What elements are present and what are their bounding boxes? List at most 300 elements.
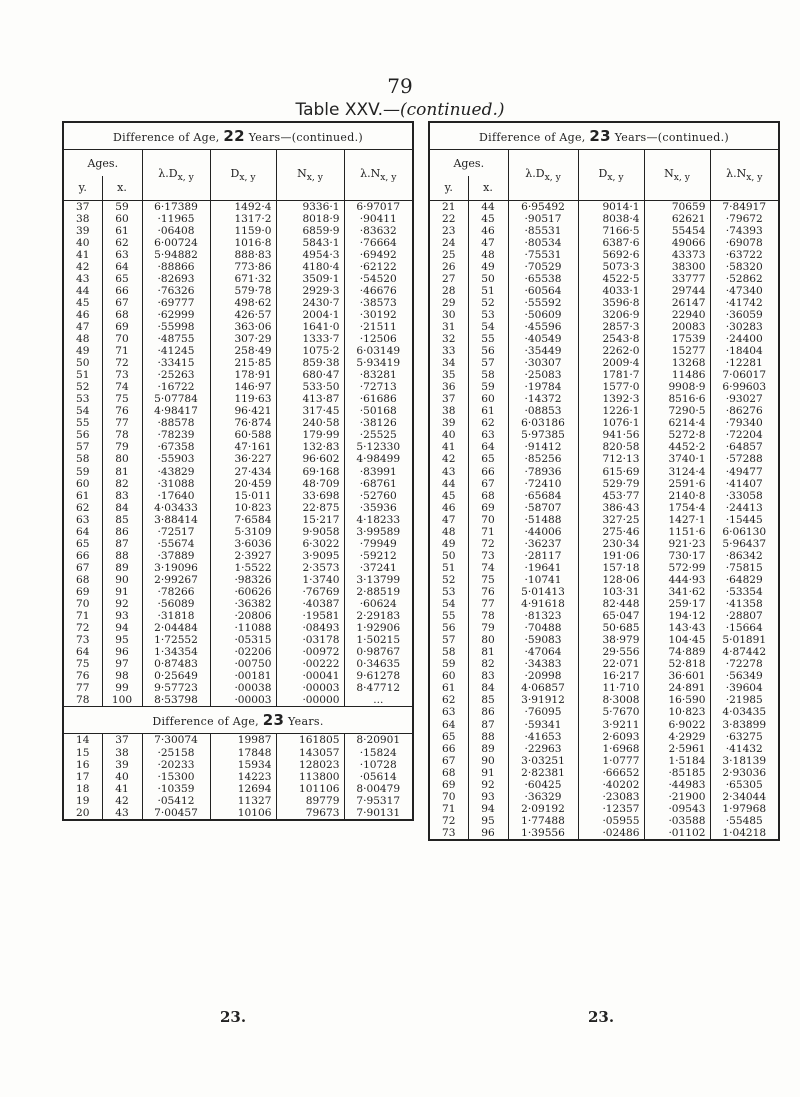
left-footer: 23.	[220, 1008, 247, 1026]
table-cell: ·66652	[578, 767, 644, 779]
table-cell: ·21511	[344, 321, 412, 333]
table-cell: ·00000	[276, 694, 344, 706]
table-row	[64, 200, 412, 213]
table-cell: ·25263	[142, 369, 210, 381]
table-cell: ·05614	[344, 771, 412, 783]
table-cell: 69	[102, 321, 142, 333]
table-cell: 79	[468, 622, 508, 634]
table-cell: ·01102	[644, 827, 710, 839]
table-row	[430, 466, 778, 478]
right-header-prefix: Difference of Age,	[479, 131, 586, 144]
table-row	[430, 694, 778, 706]
table-cell: 11·710	[578, 682, 644, 694]
table-cell: 38	[102, 747, 142, 759]
table-cell: 36·227	[210, 453, 276, 465]
table-row	[64, 514, 412, 526]
table-cell: ·44983	[644, 779, 710, 791]
table-cell: 1·5184	[644, 755, 710, 767]
table-cell: ·03178	[276, 634, 344, 646]
table-cell: 8·47712	[344, 682, 412, 694]
table-cell: 42	[442, 453, 456, 466]
table-cell: 0·25649	[142, 670, 210, 682]
table-cell: 60	[76, 477, 90, 490]
table-cell: ·14372	[508, 393, 578, 405]
table-cell: ·20998	[508, 670, 578, 682]
table-cell: 5·7670	[578, 706, 644, 718]
table-cell: ·55998	[142, 321, 210, 333]
table-cell: 45	[468, 213, 508, 225]
table-cell: 8018·9	[276, 213, 344, 225]
table-cell: ·78936	[508, 466, 578, 478]
right-table-header	[430, 123, 778, 150]
table-row	[430, 610, 778, 622]
table-cell: 87	[102, 538, 142, 550]
table-cell: ·02206	[210, 646, 276, 658]
table-cell: 0·98767	[344, 646, 412, 658]
table-cell: 64	[76, 646, 90, 659]
table-cell: 94	[102, 622, 142, 634]
table-cell: 103·31	[578, 586, 644, 598]
table-cell: ·86342	[710, 550, 778, 562]
table-cell: ·40387	[276, 598, 344, 610]
table-cell: ·11088	[210, 622, 276, 634]
table-cell: 24·891	[644, 682, 710, 694]
table-cell: 75	[76, 658, 90, 671]
table-row	[430, 574, 778, 586]
table-cell: 36·601	[644, 670, 710, 682]
table-cell: 48·709	[276, 478, 344, 490]
table-cell: 79	[102, 441, 142, 453]
table-cell: 70	[76, 598, 90, 611]
table-cell: 7·90131	[344, 807, 412, 819]
table-cell: ·79672	[710, 213, 778, 225]
table-row	[64, 309, 412, 321]
right-col-c4: $\lambda.N_{x, y}$	[710, 150, 778, 200]
table-row	[64, 538, 412, 550]
table-cell: 78	[102, 429, 142, 441]
table-cell: ·12506	[344, 333, 412, 345]
table-cell: 8·00479	[344, 783, 412, 795]
table-cell: 55454	[644, 225, 710, 237]
table-cell: 45	[76, 296, 90, 309]
table-cell: 96·602	[276, 453, 344, 465]
table-cell: 78	[468, 610, 508, 622]
table-cell: ·52760	[344, 490, 412, 502]
table-cell: ·62999	[142, 309, 210, 321]
table-cell: 69	[442, 778, 456, 791]
table-cell: 67	[76, 561, 90, 574]
table-cell: 26	[442, 260, 456, 273]
table-row	[64, 634, 412, 646]
table-cell: 27·434	[210, 466, 276, 478]
table-cell: 7290·5	[644, 405, 710, 417]
table-cell: 73	[442, 826, 456, 839]
table-row	[64, 478, 412, 490]
table-cell: 35	[442, 369, 456, 382]
table-cell: 99	[102, 682, 142, 694]
table-cell: 52	[76, 381, 90, 394]
table-cell: 33	[442, 345, 456, 358]
table-cell: 9·57723	[142, 682, 210, 694]
table-cell: 9336·1	[276, 200, 344, 213]
table-row	[64, 393, 412, 405]
table-cell: 3·9095	[276, 550, 344, 562]
table-cell: ·05955	[578, 815, 644, 827]
table-cell: 1226·1	[578, 405, 644, 417]
table-row	[64, 213, 412, 225]
table-cell: ·33058	[710, 490, 778, 502]
table-cell: ·25158	[142, 747, 210, 759]
table-cell: 45	[442, 489, 456, 502]
table-row	[430, 598, 778, 610]
table-cell: 2262·0	[578, 345, 644, 357]
table-cell: 71	[102, 345, 142, 357]
table-cell: ·64829	[710, 574, 778, 586]
table-cell: ·56349	[710, 670, 778, 682]
table-row	[64, 807, 412, 819]
table-cell: 65	[442, 730, 456, 743]
table-cell: 89779	[276, 795, 344, 807]
right-table-body	[430, 200, 778, 839]
table-cell: 14223	[210, 771, 276, 783]
table-cell: 1641·0	[276, 321, 344, 333]
table-cell: ·15445	[710, 514, 778, 526]
table-cell: ·30283	[710, 321, 778, 333]
table-cell: 82	[102, 478, 142, 490]
table-cell: 8·53798	[142, 694, 210, 706]
table-cell: 143·43	[644, 622, 710, 634]
table-row	[430, 357, 778, 369]
table-cell: 579·78	[210, 285, 276, 297]
table-cell: ·30307	[508, 357, 578, 369]
table-cell: 76·874	[210, 417, 276, 429]
table-row	[64, 261, 412, 273]
table-row	[64, 369, 412, 381]
table-cell: 47·161	[210, 441, 276, 453]
table-cell: 671·32	[210, 273, 276, 285]
table-cell: 80	[102, 453, 142, 465]
table-cell: ·61686	[344, 393, 412, 405]
table-cell: ·34383	[508, 658, 578, 670]
table-cell: 9908·9	[644, 381, 710, 393]
left-col-c4: $\lambda.N_{x, y}$	[344, 150, 412, 200]
table-cell: 6·06130	[710, 526, 778, 538]
table-cell: 63	[76, 513, 90, 526]
table-cell: 4·18233	[344, 514, 412, 526]
table-cell: 615·69	[578, 466, 644, 478]
table-cell: 1·0777	[578, 755, 644, 767]
table-cell: 2140·8	[644, 490, 710, 502]
table-row	[64, 225, 412, 237]
table-cell: 2·09192	[508, 803, 578, 815]
table-row	[430, 441, 778, 453]
table-cell: ·55674	[142, 538, 210, 550]
table-cell: ·02486	[578, 827, 644, 839]
table-cell: 498·62	[210, 297, 276, 309]
table-cell: 18	[76, 782, 90, 795]
table-cell: 4522·5	[578, 273, 644, 285]
table-cell: ·79949	[344, 538, 412, 550]
table-cell: 1754·4	[644, 502, 710, 514]
table-cell: 4033·1	[578, 285, 644, 297]
table-cell: 68	[442, 766, 456, 779]
table-cell: 50	[442, 549, 456, 562]
table-cell: 40	[442, 429, 456, 442]
table-row	[64, 795, 412, 807]
table-cell: ·36059	[710, 309, 778, 321]
table-cell: 5·01413	[508, 586, 578, 598]
table-cell: ·25083	[508, 369, 578, 381]
table-row	[430, 453, 778, 465]
table-cell: ·00038	[210, 682, 276, 694]
table-row	[64, 237, 412, 249]
table-cell: ·75531	[508, 249, 578, 261]
table-cell: 55	[76, 417, 90, 430]
table-cell: 74	[468, 562, 508, 574]
table-cell: 6·9022	[644, 719, 710, 731]
table-cell: 1·92906	[344, 622, 412, 634]
table-cell: 63	[468, 429, 508, 441]
table-cell: 1392·3	[578, 393, 644, 405]
table-cell: 65·047	[578, 610, 644, 622]
table-cell: 43	[442, 465, 456, 478]
table-cell: 20	[76, 806, 90, 819]
table-cell: 21	[442, 200, 456, 213]
table-cell: 58	[76, 453, 90, 466]
table-cell: 178·91	[210, 369, 276, 381]
table-cell: 143057	[276, 747, 344, 759]
table-cell: 132·83	[276, 441, 344, 453]
table-cell: 4·98417	[142, 405, 210, 417]
table-cell: 88	[102, 550, 142, 562]
table-cell: ·05315	[210, 634, 276, 646]
table-cell: 19	[76, 794, 90, 807]
table-cell: ·12281	[710, 357, 778, 369]
table-cell: ·28807	[710, 610, 778, 622]
left-header-prefix: Difference of Age,	[113, 131, 220, 144]
table-cell: ·50168	[344, 405, 412, 417]
table-row	[430, 297, 778, 309]
table-cell: 91	[102, 586, 142, 598]
table-cell: ·41432	[710, 743, 778, 755]
table-cell: 2·6093	[578, 731, 644, 743]
table-cell: 58	[468, 369, 508, 381]
table-cell: 4954·3	[276, 249, 344, 261]
table-row	[64, 453, 412, 465]
table-cell: 57	[442, 634, 456, 647]
table-cell: ·70488	[508, 622, 578, 634]
table-row	[430, 417, 778, 429]
table-cell: 37	[76, 200, 90, 213]
table-cell: ·08853	[508, 405, 578, 417]
table-cell: 7·84917	[710, 200, 778, 213]
table-cell: ·63275	[710, 731, 778, 743]
table-cell: ·31088	[142, 478, 210, 490]
table-cell: 0·34635	[344, 658, 412, 670]
table-cell: ·60624	[344, 598, 412, 610]
table-cell: 17539	[644, 333, 710, 345]
table-cell: 68	[468, 490, 508, 502]
left-col-x: x.	[102, 176, 142, 200]
table-cell: 91	[468, 767, 508, 779]
table-title-main: Table XXV.	[295, 100, 383, 120]
table-cell: ·06408	[142, 225, 210, 237]
table-cell: 6387·6	[578, 237, 644, 249]
table-cell: 1·5522	[210, 562, 276, 574]
table-cell: ·86276	[710, 405, 778, 417]
table-cell: 15	[76, 746, 90, 759]
table-cell: ·05412	[142, 795, 210, 807]
table-cell: 42	[76, 260, 90, 273]
table-cell: ·21900	[644, 791, 710, 803]
table-row	[64, 526, 412, 538]
table-cell: ·15300	[142, 771, 210, 783]
table-cell: 22	[442, 212, 456, 225]
table-cell: 17848	[210, 747, 276, 759]
table-row	[64, 273, 412, 285]
table-cell: 191·06	[578, 550, 644, 562]
left-col-c3: $N_{x, y}$	[276, 150, 344, 200]
table-cell: 0·87483	[142, 658, 210, 670]
table-cell: 43	[76, 272, 90, 285]
right-col-c1: $\lambda.D_{x, y}$	[508, 150, 578, 200]
table-cell: 62	[442, 694, 456, 707]
table-cell: 1151·6	[644, 526, 710, 538]
table-row	[64, 381, 412, 393]
table-cell: ·25525	[344, 429, 412, 441]
table-cell: 79673	[276, 807, 344, 819]
table-cell: 39	[102, 759, 142, 771]
table-cell: 100	[102, 694, 142, 706]
table-cell: 1·77488	[508, 815, 578, 827]
table-cell: ·15824	[344, 747, 412, 759]
table-cell: ·65684	[508, 490, 578, 502]
table-cell: 72	[76, 622, 90, 635]
table-cell: ·60626	[210, 586, 276, 598]
table-cell: ·22963	[508, 743, 578, 755]
table-cell: 67	[102, 297, 142, 309]
table-cell: 89	[468, 743, 508, 755]
table-cell: ·72204	[710, 429, 778, 441]
table-row	[430, 562, 778, 574]
table-cell: 16·590	[644, 694, 710, 706]
table-row	[64, 574, 412, 586]
table-cell: ·82693	[142, 273, 210, 285]
table-cell: 9014·1	[578, 200, 644, 213]
table-cell: ·68761	[344, 478, 412, 490]
table-cell: 7·30074	[142, 734, 210, 746]
table-cell: 941·56	[578, 429, 644, 441]
table-cell: ·41407	[710, 478, 778, 490]
left-sub-header-age: 23	[262, 711, 285, 730]
table-cell: ·48755	[142, 333, 210, 345]
table-cell: 64	[468, 441, 508, 453]
table-cell: 53	[442, 586, 456, 598]
table-cell: ·83991	[344, 466, 412, 478]
table-cell: ·69078	[710, 237, 778, 249]
table-cell: 240·58	[276, 417, 344, 429]
table-cell: 275·46	[578, 526, 644, 538]
table-row	[64, 297, 412, 309]
table-cell: 47	[442, 513, 456, 526]
table-cell: 2·5961	[644, 743, 710, 755]
table-cell: 2009·4	[578, 357, 644, 369]
table-cell: ·23083	[578, 791, 644, 803]
table-cell: ·37889	[142, 550, 210, 562]
table-cell: 10106	[210, 807, 276, 819]
table-cell: 2·93036	[710, 767, 778, 779]
table-cell: 4·06857	[508, 682, 578, 694]
table-row	[64, 490, 412, 502]
table-cell: ·85531	[508, 225, 578, 237]
table-row	[430, 706, 778, 718]
table-cell: 4180·4	[276, 261, 344, 273]
table-cell: ·16722	[142, 381, 210, 393]
table-row	[64, 502, 412, 514]
table-cell: 40	[76, 236, 90, 249]
table-row	[64, 734, 412, 746]
table-cell: 62	[468, 417, 508, 429]
table-cell: ·90517	[508, 213, 578, 225]
table-cell: 4·2929	[644, 731, 710, 743]
table-cell: 179·99	[276, 429, 344, 441]
table-cell: 5·96437	[710, 538, 778, 550]
table-cell: 888·83	[210, 249, 276, 261]
table-cell: ·83281	[344, 369, 412, 381]
table-cell: 65	[76, 537, 90, 550]
table-cell: 2·88519	[344, 586, 412, 598]
table-cell: 3·99589	[344, 526, 412, 538]
table-cell: 61	[76, 489, 90, 502]
table-row	[430, 213, 778, 225]
table-cell: 101106	[276, 783, 344, 795]
table-cell: 6·97017	[344, 200, 412, 213]
table-cell: 1427·1	[644, 514, 710, 526]
table-cell: 61	[442, 682, 456, 695]
table-row	[430, 405, 778, 417]
table-row	[430, 502, 778, 514]
table-cell: 80	[468, 634, 508, 646]
table-cell: ·76326	[142, 285, 210, 297]
table-cell: 52	[468, 297, 508, 309]
table-cell: 533·50	[276, 381, 344, 393]
table-cell: 215·85	[210, 357, 276, 369]
table-cell: 73	[76, 634, 90, 647]
table-cell: 27	[442, 272, 456, 285]
table-cell: 773·86	[210, 261, 276, 273]
table-row	[430, 309, 778, 321]
table-cell: ·19641	[508, 562, 578, 574]
table-cell: 26147	[644, 297, 710, 309]
table-cell: 95	[468, 815, 508, 827]
table-cell: 24	[442, 236, 456, 249]
table-row	[430, 743, 778, 755]
table-cell: ·63722	[710, 249, 778, 261]
table-cell: ·70529	[508, 261, 578, 273]
table-row	[430, 321, 778, 333]
table-row	[430, 731, 778, 743]
table-cell: 3·91912	[508, 694, 578, 706]
table-cell: ·20806	[210, 610, 276, 622]
table-cell: 2430·7	[276, 297, 344, 309]
table-cell: ·31818	[142, 610, 210, 622]
table-cell: 3·88414	[142, 514, 210, 526]
table-row	[64, 783, 412, 795]
table-cell: ·58707	[508, 502, 578, 514]
table-cell: 6214·4	[644, 417, 710, 429]
table-cell: 50·685	[578, 622, 644, 634]
table-cell: ·65305	[710, 779, 778, 791]
